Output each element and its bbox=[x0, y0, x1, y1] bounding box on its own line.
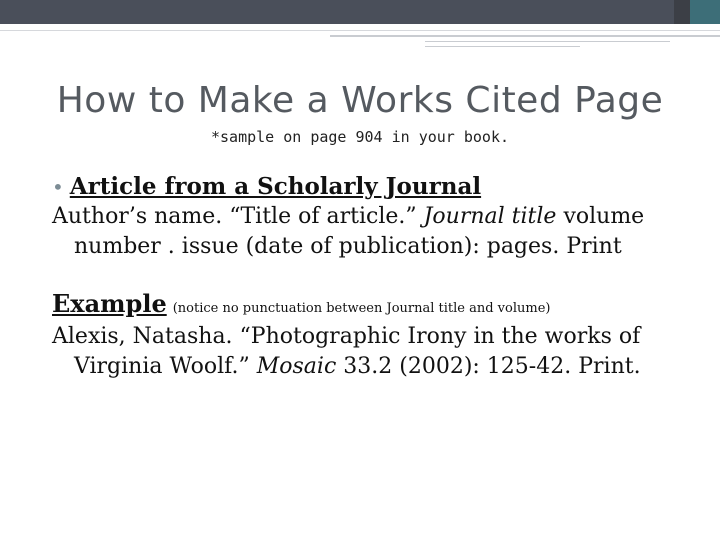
bullet-heading: Article from a Scholarly Journal bbox=[69, 173, 482, 200]
top-banner-accent-block bbox=[690, 0, 720, 24]
example-heading-line bbox=[52, 289, 712, 318]
citation-format-italic: Journal title bbox=[423, 204, 557, 229]
example-citation-part1: Alexis, Natasha. “Photographic Irony in the works of Virginia Woolf.” bbox=[52, 324, 641, 379]
citation-format-part1: Author’s name. “Title of article.” bbox=[52, 204, 424, 229]
example-citation-part2: 33.2 (2002): 125-42. Print. bbox=[336, 354, 641, 379]
example-note: (notice no punctuation between Journal title and volume) bbox=[172, 301, 551, 316]
header-rule-3 bbox=[425, 41, 670, 42]
bullet-heading-line bbox=[52, 172, 712, 202]
top-banner bbox=[0, 0, 720, 24]
example-citation bbox=[52, 322, 712, 382]
citation-format-part2: volume number . issue (date of publication): pages. Print bbox=[74, 204, 645, 259]
top-banner-dark-block bbox=[674, 0, 690, 24]
slide-subtitle: *sample on page 904 in your book. bbox=[210, 128, 509, 146]
header-rule-4 bbox=[425, 46, 580, 47]
bullet-marker: • bbox=[52, 175, 64, 199]
header-rule-1 bbox=[0, 30, 720, 31]
example-citation-italic: Mosaic bbox=[256, 354, 337, 379]
header-rule-2 bbox=[330, 35, 720, 37]
slide-body bbox=[52, 172, 712, 382]
example-label: Example bbox=[52, 289, 167, 318]
citation-format bbox=[52, 202, 712, 262]
slide-title: How to Make a Works Cited Page bbox=[56, 80, 664, 121]
